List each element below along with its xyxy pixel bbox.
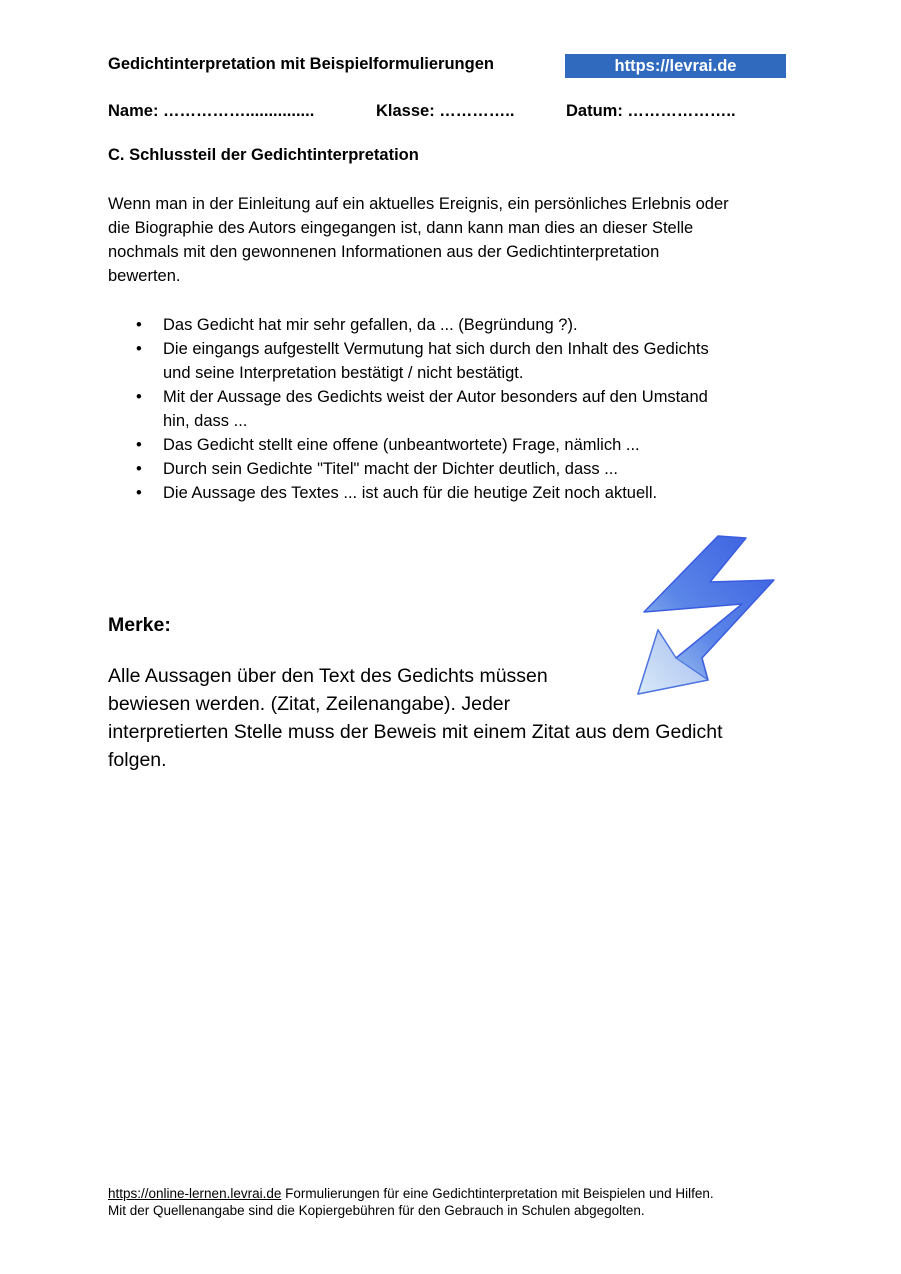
note-line: folgen. [108,749,167,771]
page-title: Gedichtinterpretation mit Beispielformulierungen [108,55,494,73]
list-item [108,313,808,337]
list-item [108,433,808,457]
intro-line: nochmals mit den gewonnenen Informationen aus der Gedichtinterpretation [108,243,660,261]
list-item-text: Die Aussage des Textes ... ist auch für die heutige Zeit noch aktuell. [163,484,658,502]
site-url-badge[interactable]: https://levrai.de [565,54,786,78]
list-item-text: Das Gedicht stellt eine offene (unbeantwortete) Frage, nämlich ... [163,436,640,454]
bullet-icon: • [136,436,142,454]
footer-line-2: Mit der Quellenangabe sind die Kopiergebühren für den Gebrauch in Schulen abgegolten. [108,1203,645,1218]
bullet-icon: • [136,460,142,478]
note-line: interpretierten Stelle muss der Beweis mit einem Zitat aus dem Gedicht [108,721,723,743]
footer-line-1 [108,1185,714,1202]
list-item [108,457,808,481]
list-item [108,337,808,385]
footer-link[interactable]: https://online-lernen.levrai.de [108,1186,282,1201]
note-line: Alle Aussagen über den Text des Gedichts müssen [108,665,548,687]
bullet-icon: • [136,340,142,358]
footer-text: Formulierungen für eine Gedichtinterpretation mit Beispielen und Hilfen. [281,1186,714,1201]
class-field: Klasse: ………….. [376,102,515,120]
footer [108,1185,714,1219]
list-item-text: Mit der Aussage des Gedichts weist der Autor besonders auf den Umstand [163,388,708,406]
intro-line: die Biographie des Autors eingegangen ist, dann kann man dies an dieser Stelle [108,219,694,237]
bullet-icon: • [136,388,142,406]
list-item-text: Die eingangs aufgestellt Vermutung hat sich durch den Inhalt des Gedichts [163,340,709,358]
list-item-text: Durch sein Gedichte "Titel" macht der Dichter deutlich, dass ... [163,460,618,478]
list-item-text: Das Gedicht hat mir sehr gefallen, da ... (Begründung ?). [163,316,578,334]
note-heading: Merke: [108,614,171,636]
list-item [108,385,808,433]
name-field: Name: ……………............... [108,102,315,120]
intro-line: Wenn man in der Einleitung auf ein aktuelles Ereignis, ein persönliches Erlebnis oder [108,195,729,213]
note-paragraph [108,662,808,774]
intro-line: bewerten. [108,267,181,285]
section-heading: C. Schlussteil der Gedichtinterpretation [108,146,419,164]
bullet-icon: • [136,316,142,334]
bullet-icon: • [136,484,142,502]
list-item-text: und seine Interpretation bestätigt / nicht bestätigt. [163,364,524,382]
intro-paragraph [108,192,808,288]
phrase-list [108,313,808,505]
list-item-text: hin, dass ... [163,412,248,430]
note-line: bewiesen werden. (Zitat, Zeilenangabe). Jeder [108,693,511,715]
list-item [108,481,808,505]
date-field: Datum: ……………….. [566,102,736,120]
